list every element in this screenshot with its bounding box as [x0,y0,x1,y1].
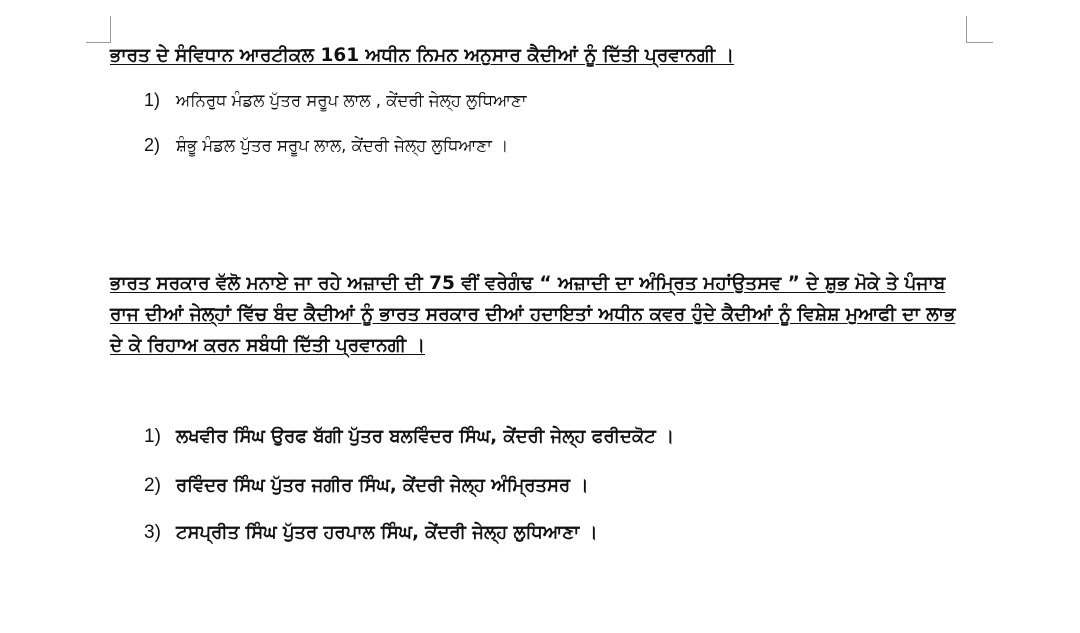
list-item-text: ਸ਼ੰਭੂ ਮੰਡਲ ਪੁੱਤਰ ਸਰੂਪ ਲਾਲ, ਕੇਂਦਰੀ ਜੇਲ੍ਹ ਲੁਧਿਆਣਾ । [176,136,509,155]
list-item-number: 2) [144,475,161,496]
list-item [144,522,598,544]
section2-heading: ਭਾਰਤ ਸਰਕਾਰ ਵੱਲੋ ਮਨਾਏ ਜਾ ਰਹੇ ਅਜ਼ਾਦੀ ਦੀ 75 ਵੀਂ ਵਰੇਗੰਢ “ ਅਜ਼ਾਦੀ ਦਾ ਅੰਮ੍ਰਿਤ ਮਹਾਂਉਤਸਵ ” ਦੇ ਸ਼ੁਭ ਮੋਕੇ ਤੇ ਪੰਜਾਬ ਰਾਜ ਦੀਆਂ ਜੇਲ੍ਹਾਂ ਵਿੱਚ ਬੰਦ ਕੈਦੀਆਂ ਨੂੰ ਭਾਰਤ ਸਰਕਾਰ ਦੀਆਂ ਹਦਾਇਤਾਂ ਅਧੀਨ ਕਵਰ ਹੁੰਦੇ ਕੈਦੀਆਂ ਨੂੰ ਵਿਸ਼ੇਸ਼ ਮੁਆਫੀ ਦਾ ਲਾਭ ਦੇ ਕੇ ਰਿਹਾਅ ਕਰਨ ਸਬੰਧੀ ਦਿੱਤੀ ਪ੍ਰਵਾਨਗੀ । [110,273,956,356]
list-item [144,426,674,448]
list-item-text: ਰਵਿੰਦਰ ਸਿੰਘ ਪੁੱਤਰ ਜਗੀਰ ਸਿੰਘ, ਕੇਂਦਰੀ ਜੇਲ੍ਹ ਅੰਮ੍ਰਿਤਸਰ । [176,475,589,496]
list-item-text: ਲਖਵੀਰ ਸਿੰਘ ਉਰਫ ਬੱਗੀ ਪੁੱਤਰ ਬਲਵਿੰਦਰ ਸਿੰਘ, ਕੇਂਦਰੀ ਜੇਲ੍ਹ ਫਰੀਦਕੋਟ । [176,426,675,447]
list-item-number: 1) [144,426,161,447]
list-item [144,475,589,497]
list-item [144,135,508,156]
margin-corner-top-left [86,16,111,43]
list-item-number: 3) [144,522,161,543]
list-item-text: ਟਸਪ੍ਰੀਤ ਸਿੰਘ ਪੁੱਤਰ ਹਰਪਾਲ ਸਿੰਘ, ਕੇਂਦਰੀ ਜੇਲ੍ਹ ਲੁਧਿਆਣਾ । [176,522,598,543]
list-item-text: ਅਨਿਰੁਧ ਮੰਡਲ ਪੁੱਤਰ ਸਰੂਪ ਲਾਲ , ਕੇਂਦਰੀ ਜੇਲ੍ਹ ਲੁਧਿਆਣਾ [176,91,527,110]
list-item [144,90,526,111]
margin-corner-top-right [966,16,993,43]
list-item-number: 1) [144,90,161,110]
section1-heading: ਭਾਰਤ ਦੇ ਸੰਵਿਧਾਨ ਆਰਟੀਕਲ 161 ਅਧੀਨ ਨਿਮਨ ਅਨੁਸਾਰ ਕੈਦੀਆਂ ਨੂੰ ਦਿੱਤੀ ਪ੍ਰਵਾਨਗੀ । [110,45,735,66]
list-item-number: 2) [144,135,161,155]
